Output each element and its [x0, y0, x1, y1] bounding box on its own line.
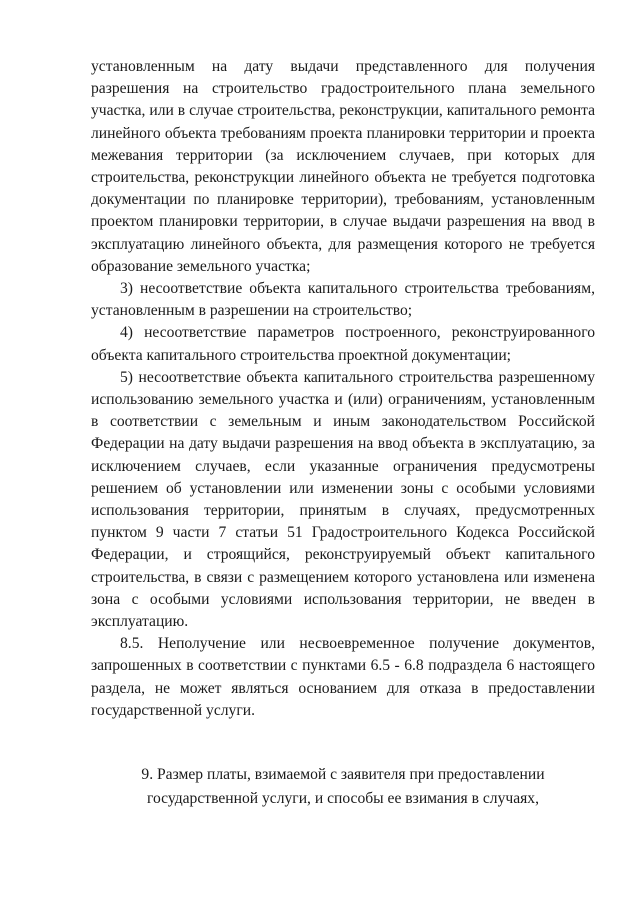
list-item-4: 4) несоответствие параметров построенного, реконструированного объекта капитального строительства проектной документации;	[91, 324, 595, 364]
section-heading-line-2: государственной услуги, и способы ее взимания в случаях,	[146, 790, 540, 808]
paragraph-8-5: 8.5. Неполучение или несвоевременное получение документов, запрошенных в соответствии с пунктами 6.5 - 6.8 подраздела 6 настоящего раздела, не может являться основанием для отказа в предоставлении государственной услуги.	[91, 635, 595, 719]
section-heading-9	[91, 763, 595, 811]
document-page	[91, 56, 595, 811]
list-item-5: 5) несоответствие объекта капитального строительства разрешенному использованию земельного участка и (или) ограничениям, установленным в соответствии с земельным и иным законодательством Российской Федерации на дату выдачи разрешения на ввод объекта в эксплуатацию, за исключением случаев, если указанные ограничения предусмотрены решением об установлении или изменении зоны с особыми условиями использования территории, принятым в случаях, предусмотренных пунктом 9 части 7 статьи 51 Градостроительного Кодекса Российской Федерации, и строящийся, реконструируемый объект капитального строительства, в связи с размещением которого установлена или изменена зона с особыми условиями использования территории, не введен в эксплуатацию.	[91, 368, 595, 631]
section-heading-line-1: 9. Размер платы, взимаемой с заявителя при предоставлении	[141, 766, 545, 784]
paragraph-continuation: установленным на дату выдачи представленного для получения разрешения на строительство градостроительного плана земельного участка, или в случае строительства, реконструкции, капитального ремонта линейного объекта требованиям проекта планировки территории и проекта межевания территории (за исключением случаев, при которых для строительства, реконструкции линейного объекта не требуется подготовка документации по планировке территории), требованиям, установленным проектом планировки территории, в случае выдачи разрешения на ввод в эксплуатацию линейного объекта, для размещения которого не требуется образование земельного участка;	[91, 58, 595, 275]
list-item-3: 3) несоответствие объекта капитального строительства требованиям, установленным в разрешении на строительство;	[91, 280, 595, 320]
